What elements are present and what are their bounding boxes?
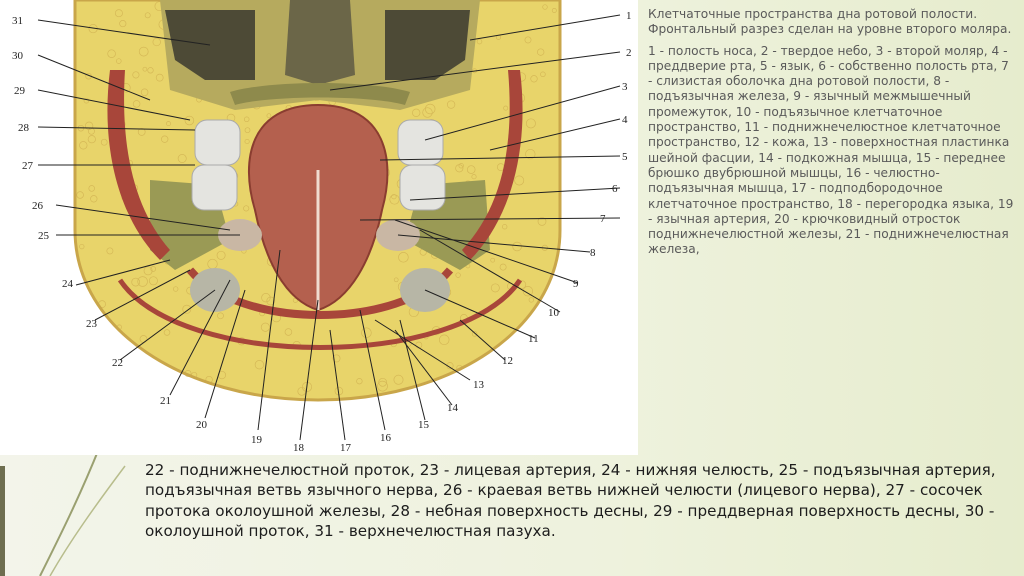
label-13: 13 [473, 379, 484, 391]
label-27: 27 [22, 160, 33, 172]
label-19: 19 [251, 434, 262, 446]
label-31: 31 [12, 15, 23, 27]
label-11: 11 [528, 333, 539, 345]
label-25: 25 [38, 230, 49, 242]
label-29: 29 [14, 85, 25, 97]
label-14: 14 [447, 402, 458, 414]
label-20: 20 [196, 419, 207, 431]
label-17: 17 [340, 442, 351, 454]
label-9: 9 [573, 278, 579, 290]
label-7: 7 [600, 213, 606, 225]
label-28: 28 [18, 122, 29, 134]
label-30: 30 [12, 50, 23, 62]
label-1: 1 [626, 10, 632, 22]
tooth-right-lower [400, 165, 445, 210]
label-26: 26 [32, 200, 43, 212]
figure-title: Клетчаточные пространства дна ротовой полости. Фронтальный разрез сделан на уровне второго моляра. [648, 7, 1012, 37]
label-8: 8 [590, 247, 596, 259]
anatomy-figure [0, 0, 638, 455]
label-16: 16 [380, 432, 391, 444]
label-10: 10 [548, 307, 559, 319]
labels-bottom [251, 419, 430, 454]
tooth-left-upper [195, 120, 240, 165]
frontal-section-illustration [0, 0, 638, 455]
label-22: 22 [112, 357, 123, 369]
nasal-cavity [285, 0, 355, 85]
label-18: 18 [293, 442, 304, 454]
legend-part-1: 1 - полость носа, 2 - твердое небо, 3 - второй моляр, 4 - преддверие рта, 5 - язык, 6 - собственно полость рта, 7 - слизистая оболочка дна ротовой полости, 8 - подъязычная железа, 9 - язычный межмышечный промежуток, 10 - подъязычное клетчаточное пространство, 11 - поднижнечелюстное клетчаточное пространство, 12 - кожа, 13 - поверхностная пластинка шейной фасции, 14 - подкожная мышца, 15 - переднее брюшко двубрюшной мышцы, 16 - челюстно-подъязычная мышца, 17 - подподбородочное клетчаточное пространство, 18 - перегородка языка, 19 - язычная артерия, 20 - крючковидный отросток поднижнечелюстной железы, 21 - поднижнечелюстная железа, [648, 43, 1014, 257]
label-6: 6 [612, 183, 618, 195]
label-2: 2 [626, 47, 632, 59]
tooth-left-lower [192, 165, 237, 210]
legend-part-2: 22 - поднижнечелюстной проток, 23 - лицевая артерия, 24 - нижняя челюсть, 25 - подъязычная артерия, подъязычная ветвь язычного нерва, 26 - краевая ветвь нижней челюсти (лицевого нерва), 27 - сосочек протока околоушной железы, 28 - небная поверхность десны, 29 - преддверная поверхность десны, 30 - околоушной проток, 31 - верхнечелюстная пазуха. [145, 461, 996, 540]
caption-bottom [145, 460, 1005, 541]
label-12: 12 [502, 355, 513, 367]
label-21: 21 [160, 395, 171, 407]
caption-right [648, 7, 1014, 264]
label-23: 23 [86, 318, 97, 330]
label-5: 5 [622, 151, 628, 163]
label-4: 4 [622, 114, 628, 126]
tooth-right-upper [398, 120, 443, 165]
decorative-lines [0, 446, 150, 576]
label-3: 3 [622, 81, 628, 93]
label-15: 15 [418, 419, 429, 431]
label-24: 24 [62, 278, 73, 290]
